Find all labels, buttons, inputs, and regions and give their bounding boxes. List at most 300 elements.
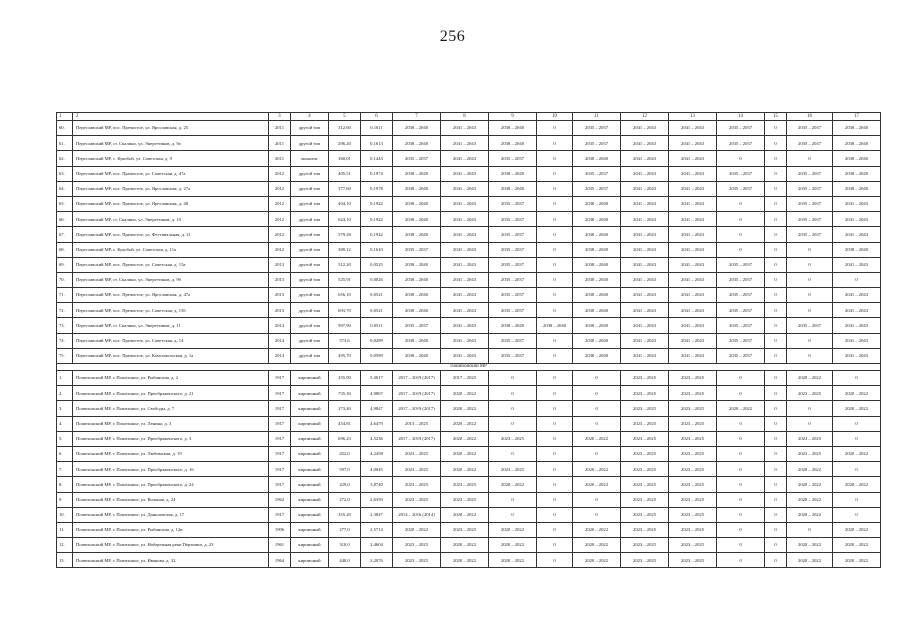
table-cell: другой тип [291, 136, 329, 151]
table-cell: 2038 – 2040 [489, 136, 537, 151]
table-cell: 2038 – 2040 [393, 121, 441, 136]
table-cell: Пошехонский МР, г. Пошехонье, ул. Свободы, д. 7 [73, 401, 269, 416]
table-cell: 0 [765, 227, 787, 242]
table-cell: 2041 – 2043 [669, 196, 717, 211]
table-cell: 2038 – 2040 [573, 212, 621, 227]
table-cell: другой тип [291, 166, 329, 181]
table-cell: 2023 – 2025 [621, 522, 669, 537]
table-cell: 2023 – 2025 [621, 401, 669, 416]
table-cell: 2035 – 2037 [489, 212, 537, 227]
table-cell: 0 [489, 401, 537, 416]
table-cell: 0,1942 [361, 196, 393, 211]
table-cell: 2038 – 2040 [393, 272, 441, 287]
table-cell: 0 [787, 272, 833, 287]
table-cell: 2035 – 2037 [489, 272, 537, 287]
table-cell: 4,9847 [361, 401, 393, 416]
table-cell: 2035 – 2037 [717, 348, 765, 363]
table-cell: кирпичный [291, 401, 329, 416]
table-cell: 355,20 [329, 507, 361, 522]
table-cell: 0 [787, 416, 833, 431]
table-cell: 8 [441, 113, 489, 121]
table-cell: 62. [57, 151, 73, 166]
table-cell: 693,70 [329, 303, 361, 318]
table-cell: 2020 – 2022 [573, 477, 621, 492]
table-cell: 495,70 [329, 348, 361, 363]
table-cell: 2041 – 2043 [833, 227, 881, 242]
table-cell: 0 [489, 386, 537, 401]
table-cell: 2023 – 2025 [621, 446, 669, 461]
table-row [57, 431, 881, 446]
table-cell: 2020 – 2022 [441, 386, 489, 401]
table-cell: 2035 – 2037 [573, 121, 621, 136]
table-cell: 0 [573, 492, 621, 507]
table-cell: 2035 – 2037 [717, 181, 765, 196]
table-cell: 2023 – 2025 [393, 492, 441, 507]
table-cell: другой тип [291, 121, 329, 136]
table-cell: 2038 – 2040 [573, 242, 621, 257]
table-cell: 0 [765, 507, 787, 522]
table-row [57, 318, 881, 333]
table-cell: 2020 – 2022 [489, 477, 537, 492]
table-cell: 272,0 [329, 492, 361, 507]
table-cell: 2035 – 2037 [717, 257, 765, 272]
table-cell: 2041 – 2043 [621, 212, 669, 227]
table-cell: 2041 – 2043 [669, 227, 717, 242]
table-cell: 2035 – 2037 [787, 318, 833, 333]
table-cell: 0 [787, 242, 833, 257]
table-cell: другой тип [291, 318, 329, 333]
table-cell: Переславский МР, пос. Пречистое, ул. Советская, д. 47а [73, 166, 269, 181]
table-cell: 2012 [269, 196, 291, 211]
table-cell: 17 [833, 113, 881, 121]
table-cell: Пошехонский МР, г. Пошехонье, ул. Преображенского, д. 21 [73, 386, 269, 401]
table-cell: 0 [537, 288, 573, 303]
table-cell: 2041 – 2043 [621, 227, 669, 242]
table-cell: кирпичный [291, 431, 329, 446]
table-cell: Пошехонский МР, г. Пошехонье, ул. Любимская, д. 19 [73, 446, 269, 461]
table-cell: кирпичный [291, 416, 329, 431]
table-cell: 0 [787, 348, 833, 363]
table-row [57, 371, 881, 386]
table-cell: 0 [537, 522, 573, 537]
table-cell: 0,0589 [361, 348, 393, 363]
table-cell: Пошехонский МР, г. Пошехонье, ул. Преображенского, д. 16 [73, 462, 269, 477]
table-cell: другой тип [291, 181, 329, 196]
table-cell: 2,6350 [361, 492, 393, 507]
table-cell: 68. [57, 242, 73, 257]
table-cell: 2020 – 2022 [573, 553, 621, 568]
table-row [57, 553, 881, 568]
table-cell: Переславский МР, пос. Пречистое, ул. Советская, д. 15б [73, 303, 269, 318]
table-cell: Пошехонский МР, г. Пошехонье, ул. Иванова, д. 32 [73, 553, 269, 568]
table-cell: 2041 – 2043 [621, 151, 669, 166]
table-cell: 2023 – 2025 [441, 522, 489, 537]
table-cell: 0 [537, 227, 573, 242]
table-cell: 0 [573, 507, 621, 522]
table-cell: 0 [537, 333, 573, 348]
table-row [57, 136, 881, 151]
table-cell: 0 [537, 477, 573, 492]
table-cell: 1917 [269, 416, 291, 431]
table-cell: 2017 – 2019 (2017) [393, 371, 441, 386]
table-cell: 0 [537, 166, 573, 181]
table-cell: 2035 – 2037 [489, 303, 537, 318]
table-cell: 1917 [269, 446, 291, 461]
table-cell: 2038 – 2040 [393, 257, 441, 272]
table-cell: 2038 – 2040 [573, 318, 621, 333]
table-cell: Пошехонский МР, г. Пошехонье, ул. Набережная реки Пертомки, д. 23 [73, 538, 269, 553]
table-cell: 0 [489, 446, 537, 461]
table-cell: другой тип [291, 196, 329, 211]
table-cell: 2023 – 2025 [669, 371, 717, 386]
table-cell: 2023 – 2025 [621, 462, 669, 477]
table-cell: 2041 – 2043 [833, 257, 881, 272]
table-cell: 2013 [269, 272, 291, 287]
table-cell: 2023 – 2025 [669, 462, 717, 477]
table-cell: 0 [833, 272, 881, 287]
table-cell: 2041 – 2043 [669, 318, 717, 333]
table-cell: 2023 – 2025 [621, 553, 669, 568]
table-cell: кирпичный [291, 492, 329, 507]
table-cell: 13. [57, 553, 73, 568]
table-cell: 2023 – 2025 [621, 416, 669, 431]
table-row [57, 477, 881, 492]
table-cell: 0 [537, 431, 573, 446]
table-cell: 0 [787, 401, 833, 416]
table-cell: 2020 – 2022 [489, 522, 537, 537]
table-cell: Переславский МР, ст. Скалино, ул. Энергетиков, д. 9а [73, 136, 269, 151]
table-cell: 0 [765, 401, 787, 416]
table-cell: 0 [573, 401, 621, 416]
table-cell: 1962 [269, 492, 291, 507]
table-cell: Пошехонский МР, г. Пошехонье, ул. Рыбинская, д. 12в [73, 522, 269, 537]
table-cell: кирпичный [291, 507, 329, 522]
table-cell: 2038 – 2040 [393, 212, 441, 227]
table-cell: 0 [765, 371, 787, 386]
table-cell: 2035 – 2037 [787, 181, 833, 196]
table-cell: 0 [787, 522, 833, 537]
table-cell: Переславский МР, ст. Скалино, ул. Энергетиков, д. 11 [73, 318, 269, 333]
table-cell: 405,51 [329, 166, 361, 181]
table-cell: 0 [717, 416, 765, 431]
table-cell: 2035 – 2037 [787, 121, 833, 136]
table-cell: 2038 – 2040 [573, 196, 621, 211]
section-row [57, 364, 881, 371]
table-row [57, 348, 881, 363]
table-cell: 2041 – 2043 [441, 227, 489, 242]
table-cell: 2038 – 2040 [573, 333, 621, 348]
table-cell: 0 [573, 386, 621, 401]
table-cell: 2023 – 2025 [669, 401, 717, 416]
table-cell: 10. [57, 507, 73, 522]
table-cell: 2041 – 2043 [441, 303, 489, 318]
table-cell: 2020 – 2022 [787, 507, 833, 522]
table-cell: 2038 – 2040 [833, 166, 881, 181]
table-cell: 0 [833, 507, 881, 522]
table-cell: 0 [765, 212, 787, 227]
table-cell: 579,28 [329, 227, 361, 242]
table-cell: 2. [57, 386, 73, 401]
table-cell: 2,4604 [361, 538, 393, 553]
table-cell: 2020 – 2022 [441, 431, 489, 446]
table-cell: 2017 – 2025 [441, 371, 489, 386]
table-cell: 2035 – 2037 [489, 242, 537, 257]
table-cell: 2041 – 2043 [441, 151, 489, 166]
table-cell: 10 [537, 113, 573, 121]
table-cell: кирпичный [291, 477, 329, 492]
table-row [57, 242, 881, 257]
table-cell: 0,0026 [361, 272, 393, 287]
table-cell: 454,81 [329, 416, 361, 431]
housing-table [56, 112, 881, 568]
table-cell: 2023 – 2025 [787, 446, 833, 461]
table-cell: 2023 – 2025 [621, 371, 669, 386]
table-row [57, 522, 881, 537]
table-cell: 2014 [269, 318, 291, 333]
table-cell: 0 [833, 492, 881, 507]
table-row [57, 272, 881, 287]
table-cell: 0 [765, 181, 787, 196]
table-cell: 2041 – 2043 [621, 348, 669, 363]
table-cell: 7 [393, 113, 441, 121]
table-cell: 12 [621, 113, 669, 121]
table-cell: 2041 – 2043 [441, 121, 489, 136]
table-cell: 2020 – 2022 [833, 401, 881, 416]
table-cell: 2041 – 2043 [621, 257, 669, 272]
table-cell: 2020 – 2022 [441, 553, 489, 568]
table-cell: 2035 – 2037 [717, 288, 765, 303]
table-cell: 71. [57, 288, 73, 303]
table-cell: Переславский МР, пос. Пречистое, ул. Ярославская, д. 25 [73, 121, 269, 136]
table-cell: 0 [717, 386, 765, 401]
table-cell: 2020 – 2022 [489, 553, 537, 568]
table-cell: Переславский МР, ст. Скалино, ул. Энергетиков, д. 9б [73, 272, 269, 287]
table-cell: Пошехонский МР, г. Пошехонье, ул. Рыбинская, д. 2 [73, 371, 269, 386]
table-cell: 0 [537, 151, 573, 166]
table-cell: 0 [537, 492, 573, 507]
table-cell: 4,0045 [361, 462, 393, 477]
table-cell: 0 [717, 242, 765, 257]
table-cell: 2020 – 2022 [441, 446, 489, 461]
table-row [57, 212, 881, 227]
table-cell: 74. [57, 333, 73, 348]
table-cell: 2038 – 2040 [833, 181, 881, 196]
table-cell: Переславский МР, ст. Скалино, ул. Энергетиков, д. 10 [73, 212, 269, 227]
table-cell: другой тип [291, 212, 329, 227]
table-cell: 2041 – 2043 [621, 136, 669, 151]
table-cell: 2041 – 2043 [441, 333, 489, 348]
table-cell: 66. [57, 212, 73, 227]
table-cell: 0 [765, 348, 787, 363]
table-cell: 2023 – 2025 [669, 522, 717, 537]
table-cell: 0 [537, 121, 573, 136]
table-cell: 2035 – 2037 [717, 303, 765, 318]
table-cell: 2035 – 2037 [393, 318, 441, 333]
table-cell: 0 [717, 492, 765, 507]
table-cell: 8. [57, 477, 73, 492]
table-cell: 2020 – 2022 [573, 522, 621, 537]
table-cell: 2023 – 2025 [489, 431, 537, 446]
table-cell: 2041 – 2043 [669, 272, 717, 287]
table-cell: 2035 – 2037 [717, 121, 765, 136]
table-cell: 2041 – 2043 [669, 151, 717, 166]
table-cell: 2041 – 2043 [669, 348, 717, 363]
table-cell: 3. [57, 401, 73, 416]
table-cell: 2038 – 2040 [489, 318, 537, 333]
table-cell: 0 [765, 333, 787, 348]
table-cell: 4. [57, 416, 73, 431]
table-row [57, 288, 881, 303]
table-cell: 2041 – 2043 [621, 272, 669, 287]
table-row [57, 196, 881, 211]
table-cell: 14 [717, 113, 765, 121]
table-cell: 2041 – 2043 [833, 212, 881, 227]
table-cell: 0 [765, 477, 787, 492]
table-row [57, 462, 881, 477]
table-cell: 2038 – 2040 [393, 181, 441, 196]
table-cell: 0 [537, 348, 573, 363]
table-cell: 0 [489, 507, 537, 522]
table-cell: 2041 – 2043 [669, 212, 717, 227]
table-cell: 0 [765, 538, 787, 553]
table-cell: 2 [73, 113, 269, 121]
table-cell: 2023 – 2025 [393, 553, 441, 568]
table-cell: 2020 – 2022 [393, 522, 441, 537]
table-cell: 2041 – 2043 [621, 121, 669, 136]
table-cell: другой тип [291, 303, 329, 318]
table-cell: 2041 – 2043 [669, 166, 717, 181]
table-cell: 2035 – 2037 [787, 212, 833, 227]
table-cell: 0 [489, 492, 537, 507]
table-cell: 2041 – 2043 [621, 242, 669, 257]
table-cell: 2041 – 2043 [669, 333, 717, 348]
table-cell: 2023 – 2025 [669, 492, 717, 507]
table-cell: 2041 – 2043 [621, 166, 669, 181]
table-cell: 0 [717, 462, 765, 477]
table-cell: 2023 – 2025 [787, 431, 833, 446]
table-cell: 2038 – 2040 [573, 272, 621, 287]
table-cell: 624,10 [329, 212, 361, 227]
table-cell: Переславский МР, пос. Пречистое, ул. Советская, д. 14 [73, 333, 269, 348]
table-cell: 0 [537, 386, 573, 401]
table-row [57, 257, 881, 272]
table-cell: 2041 – 2043 [669, 121, 717, 136]
table-cell: 2020 – 2022 [441, 401, 489, 416]
table-cell: 0,1443 [361, 151, 393, 166]
table-cell: 1 [57, 113, 73, 121]
table-cell: 2038 – 2040 [393, 288, 441, 303]
table-cell: другой тип [291, 333, 329, 348]
table-cell: 2023 – 2025 [393, 462, 441, 477]
table-cell: другой тип [291, 242, 329, 257]
table-cell: 2041 – 2043 [669, 303, 717, 318]
table-cell: 2035 – 2037 [717, 166, 765, 181]
table-cell: 72. [57, 303, 73, 318]
table-cell: 2035 – 2037 [573, 136, 621, 151]
table-cell: 2038 – 2040 [393, 227, 441, 242]
table-cell: 0 [537, 242, 573, 257]
table-cell: 2038 – 2040 [393, 333, 441, 348]
table-cell: 0 [765, 303, 787, 318]
table-row [57, 492, 881, 507]
table-cell: 2012 [269, 227, 291, 242]
table-cell: кирпичный [291, 553, 329, 568]
table-cell: 2023 – 2025 [669, 431, 717, 446]
table-cell: 2041 – 2043 [621, 181, 669, 196]
table-cell: 2020 – 2022 [787, 462, 833, 477]
table-cell: 0 [717, 553, 765, 568]
table-cell: 2020 – 2022 [787, 492, 833, 507]
table-cell: 4,2458 [361, 446, 393, 461]
table-cell: 0 [787, 303, 833, 318]
table-cell: 0 [717, 196, 765, 211]
table-cell: другой тип [291, 227, 329, 242]
table-cell: 0 [717, 151, 765, 166]
table-cell: 0 [717, 522, 765, 537]
table-cell: 2023 – 2025 [669, 507, 717, 522]
table-cell: 525,91 [329, 272, 361, 287]
table-cell: кирпичный [291, 371, 329, 386]
table-cell: 0,0525 [361, 257, 393, 272]
table-cell: 0 [537, 553, 573, 568]
table-cell: 0 [765, 431, 787, 446]
table-cell: 4,9867 [361, 386, 393, 401]
table-cell: 0 [537, 181, 573, 196]
table-cell: 61. [57, 136, 73, 151]
table-cell: 2023 – 2025 [669, 477, 717, 492]
table-cell: 2041 – 2043 [669, 257, 717, 272]
table-cell: 2041 – 2043 [669, 181, 717, 196]
table-cell: 1961 [269, 538, 291, 553]
table-cell: 2011 [269, 136, 291, 151]
table-row [57, 386, 881, 401]
table-cell: 2038 – 2040 [573, 348, 621, 363]
table-cell: 2038 – 2040 [393, 196, 441, 211]
table-cell: 2023 – 2025 [669, 553, 717, 568]
table-cell: 0 [717, 507, 765, 522]
table-cell: 2038 – 2040 [573, 288, 621, 303]
table-cell: 2038 – 2040 [833, 136, 881, 151]
table-cell: 2014 – 2016 (2014) [393, 507, 441, 522]
table-cell: 0 [537, 136, 573, 151]
table-cell: 2038 – 2040 [573, 227, 621, 242]
table-cell: монолит [291, 151, 329, 166]
table-cell: 0 [765, 386, 787, 401]
table-cell: 1917 [269, 462, 291, 477]
table-cell: 0 [765, 318, 787, 333]
table-cell: 2023 – 2025 [489, 462, 537, 477]
table-cell: 0 [537, 446, 573, 461]
table-cell: кирпичный [291, 446, 329, 461]
table-cell: 2023 – 2025 [393, 446, 441, 461]
table-cell: 0 [765, 492, 787, 507]
table-cell: 0 [787, 151, 833, 166]
table-cell: 0 [833, 462, 881, 477]
table-cell: 2041 – 2043 [441, 318, 489, 333]
table-cell: 277,0 [329, 522, 361, 537]
table-cell: 2013 – 2025 [393, 416, 441, 431]
table-cell: 11. [57, 522, 73, 537]
table-cell: 380,12 [329, 242, 361, 257]
table-cell: 60. [57, 121, 73, 136]
table-cell: 0 [573, 416, 621, 431]
table-row [57, 333, 881, 348]
table-cell: 597,0 [329, 462, 361, 477]
table-cell: 0 [717, 212, 765, 227]
table-cell: 2023 – 2025 [669, 386, 717, 401]
table-cell: 0 [717, 446, 765, 461]
table-cell: 4,5236 [361, 431, 393, 446]
